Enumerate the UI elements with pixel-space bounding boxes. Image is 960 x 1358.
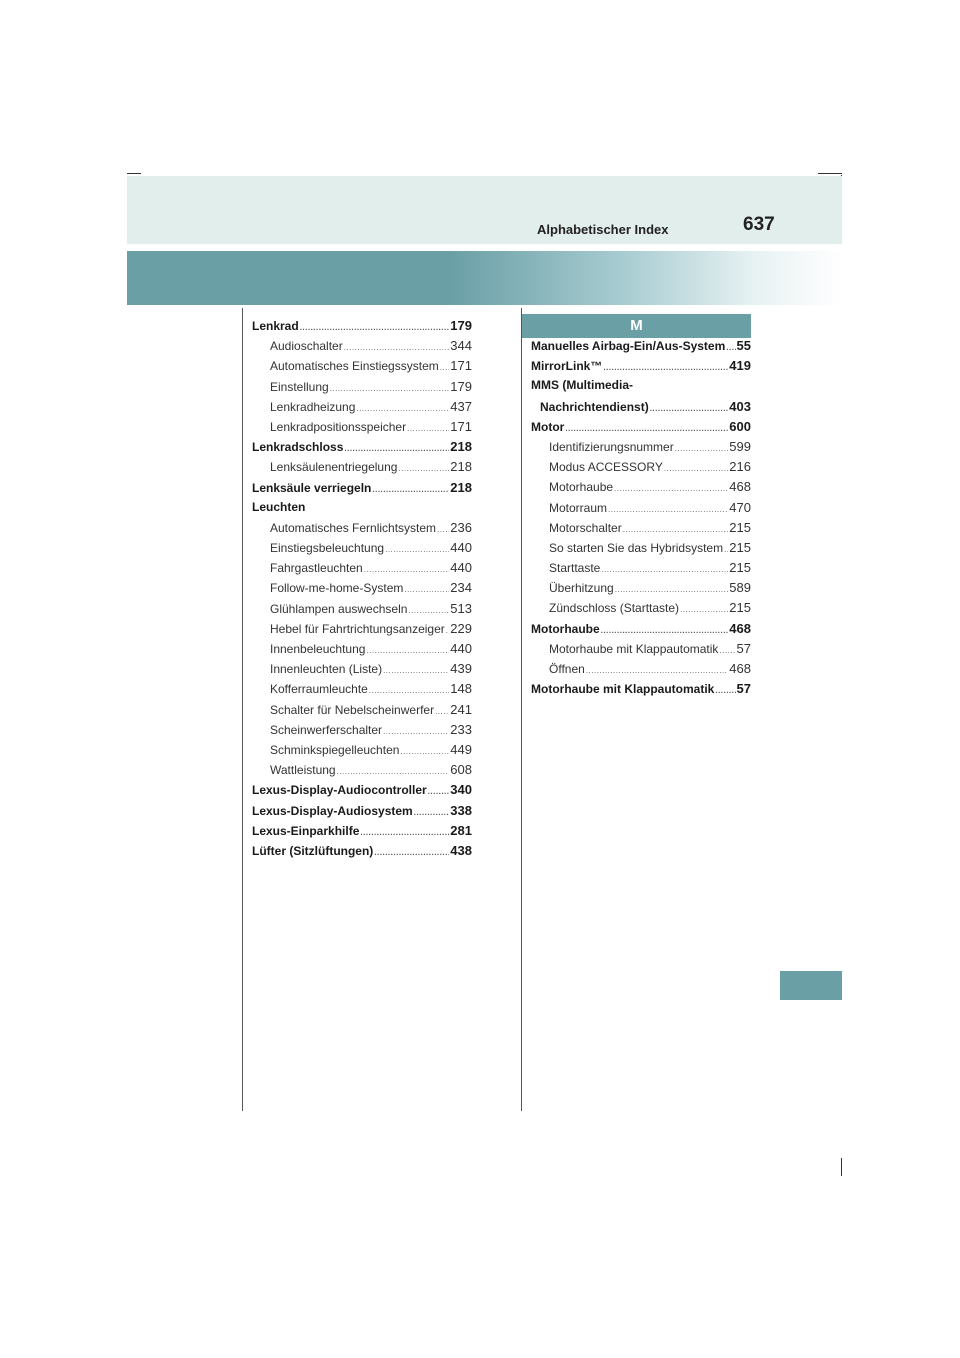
index-entry bbox=[531, 540, 751, 560]
index-entry-page: 281 bbox=[450, 822, 472, 838]
index-entry bbox=[531, 358, 751, 378]
index-entry-page: 179 bbox=[450, 318, 472, 333]
index-entry-text: Lexus-Display-Audiosystem bbox=[252, 803, 413, 818]
column-rule-middle bbox=[521, 308, 522, 1111]
index-entry bbox=[252, 540, 472, 560]
index-column-right bbox=[531, 338, 751, 701]
index-entry bbox=[252, 762, 472, 782]
index-entry-page: 437 bbox=[450, 398, 472, 414]
index-entry bbox=[531, 600, 751, 620]
index-entry-page: 218 bbox=[450, 439, 472, 455]
index-entry-text: Motorraum bbox=[549, 500, 608, 515]
dot-leader bbox=[446, 626, 450, 635]
page-title: Alphabetischer Index bbox=[537, 222, 669, 237]
index-entry bbox=[531, 500, 751, 520]
crop-mark-bottom-right-v bbox=[841, 1158, 842, 1176]
dot-leader bbox=[428, 787, 450, 796]
dot-leader bbox=[408, 606, 449, 615]
index-entry bbox=[531, 378, 751, 398]
dot-leader bbox=[372, 485, 449, 494]
dot-leader bbox=[369, 686, 449, 695]
index-entry-text: Lenkradpositionsspeicher bbox=[270, 419, 407, 434]
index-entry bbox=[252, 358, 472, 378]
index-entry bbox=[252, 782, 472, 802]
index-entry-text: Starttaste bbox=[549, 561, 601, 576]
index-entry-text: Lenksäule verriegeln bbox=[252, 480, 372, 495]
index-entry bbox=[252, 480, 472, 500]
index-entry bbox=[252, 661, 472, 681]
index-entry-text: MirrorLink™ bbox=[531, 359, 603, 374]
index-entry bbox=[252, 702, 472, 722]
dot-leader bbox=[726, 343, 735, 352]
index-entry-text: Öffnen bbox=[549, 662, 585, 676]
dot-leader bbox=[360, 828, 449, 837]
dot-leader bbox=[383, 666, 449, 675]
index-entry bbox=[531, 459, 751, 479]
index-entry-page: 216 bbox=[729, 459, 751, 475]
index-entry bbox=[252, 681, 472, 701]
index-entry bbox=[252, 500, 472, 520]
dot-leader bbox=[344, 444, 449, 453]
dot-leader bbox=[586, 666, 728, 675]
index-entry-page: 440 bbox=[450, 641, 472, 656]
column-rule-left bbox=[242, 308, 243, 1111]
index-entry bbox=[531, 338, 751, 358]
index-entry-page: 55 bbox=[736, 338, 751, 353]
index-entry-text: Lenkrad bbox=[252, 319, 299, 333]
header-band bbox=[127, 176, 842, 244]
index-entry-page: 608 bbox=[450, 762, 472, 778]
index-entry-text: Manuelles Airbag-Ein/Aus-System bbox=[531, 339, 726, 353]
index-entry-page: 148 bbox=[450, 681, 472, 697]
dot-leader bbox=[337, 767, 450, 776]
index-entry-page: 403 bbox=[729, 398, 751, 414]
index-entry bbox=[531, 580, 751, 600]
dot-leader bbox=[601, 626, 729, 635]
index-entry-text: Nachrichtendienst) bbox=[540, 399, 649, 414]
index-entry-text: Automatisches Einstiegssystem bbox=[270, 359, 439, 374]
index-entry-page: 338 bbox=[450, 802, 472, 818]
index-entry-text: Lenkradheizung bbox=[270, 399, 356, 414]
dot-leader bbox=[615, 585, 729, 594]
dot-leader bbox=[364, 565, 450, 574]
index-entry-text: Motor bbox=[531, 419, 565, 434]
dot-leader bbox=[300, 323, 450, 332]
index-entry-page: 241 bbox=[450, 701, 472, 717]
index-entry-text: Lexus-Display-Audiocontroller bbox=[252, 783, 427, 798]
index-entry-text: Kofferraumleuchte bbox=[270, 682, 368, 697]
index-entry bbox=[531, 479, 751, 499]
dot-leader bbox=[383, 727, 449, 736]
dot-leader bbox=[385, 545, 449, 554]
index-entry-text: Zündschloss (Starttaste) bbox=[549, 601, 680, 616]
index-entry-page: 229 bbox=[450, 620, 472, 636]
index-entry-page: 171 bbox=[450, 358, 472, 374]
dot-leader bbox=[680, 605, 728, 614]
dot-leader bbox=[344, 343, 450, 352]
crop-mark-top-right-h bbox=[818, 173, 842, 174]
index-entry-text: Lenksäulenentriegelung bbox=[270, 460, 398, 475]
index-entry bbox=[252, 843, 472, 863]
index-entry-page: 57 bbox=[736, 681, 751, 697]
dot-leader bbox=[366, 646, 449, 655]
index-entry-page: 233 bbox=[450, 721, 472, 737]
dot-leader bbox=[398, 464, 449, 473]
chapter-tab bbox=[780, 971, 842, 1000]
index-entry bbox=[531, 641, 751, 661]
dot-leader bbox=[565, 424, 728, 433]
index-entry-page: 215 bbox=[729, 519, 751, 535]
index-entry-text: Motorhaube bbox=[531, 621, 600, 636]
dot-leader bbox=[435, 707, 449, 716]
index-entry bbox=[252, 722, 472, 742]
index-entry bbox=[252, 601, 472, 621]
index-entry bbox=[531, 520, 751, 540]
index-entry-text: Fahrgastleuchten bbox=[270, 561, 363, 576]
index-entry bbox=[252, 338, 472, 358]
index-entry-text: Motorhaube mit Klappautomatik bbox=[549, 641, 719, 656]
dot-leader bbox=[603, 363, 728, 372]
index-entry-page: 468 bbox=[729, 661, 751, 676]
index-column-left bbox=[252, 318, 472, 863]
index-entry-page: 468 bbox=[729, 620, 751, 636]
index-entry bbox=[252, 742, 472, 762]
index-entry bbox=[531, 399, 751, 419]
index-entry-text: Einstellung bbox=[270, 379, 329, 394]
dot-leader bbox=[675, 444, 729, 453]
index-entry-text: Hebel für Fahrtrichtungsanzeiger bbox=[270, 621, 445, 636]
index-entry-page: 218 bbox=[450, 459, 472, 475]
index-entry-text: Lenkradschloss bbox=[252, 440, 344, 455]
dot-leader bbox=[601, 565, 728, 574]
index-entry-page: 599 bbox=[729, 438, 751, 454]
index-entry bbox=[252, 318, 472, 338]
index-entry-page: 344 bbox=[450, 338, 472, 354]
index-entry-text: Follow-me-home-System bbox=[270, 581, 404, 596]
page-number: 637 bbox=[743, 214, 775, 235]
decorative-band bbox=[127, 251, 842, 305]
dot-leader bbox=[404, 585, 449, 594]
index-entry-page: 234 bbox=[450, 580, 472, 596]
index-entry-page: 340 bbox=[450, 782, 472, 798]
dot-leader bbox=[414, 808, 450, 817]
index-entry-page: 600 bbox=[729, 418, 751, 434]
index-entry-text: Modus ACCESSORY bbox=[549, 460, 663, 475]
dot-leader bbox=[664, 464, 728, 473]
index-entry-text: Identifizierungsnummer bbox=[549, 439, 674, 454]
index-entry-text: Motorschalter bbox=[549, 520, 622, 535]
index-entry-text: Schalter für Nebelscheinwerfer bbox=[270, 702, 435, 717]
index-entry-page: 513 bbox=[450, 600, 472, 616]
index-entry-page: 470 bbox=[729, 499, 751, 515]
index-entry-page: 440 bbox=[450, 560, 472, 576]
index-entry-text: Innenbeleuchtung bbox=[270, 642, 366, 656]
index-entry-page: 440 bbox=[450, 540, 472, 556]
dot-leader bbox=[715, 686, 735, 695]
index-entry-text: Lexus-Einparkhilfe bbox=[252, 823, 360, 838]
dot-leader bbox=[356, 404, 449, 413]
index-entry bbox=[531, 681, 751, 701]
index-entry bbox=[252, 560, 472, 580]
index-entry bbox=[252, 803, 472, 823]
dot-leader bbox=[719, 646, 735, 655]
index-entry-page: 179 bbox=[450, 378, 472, 394]
index-entry bbox=[531, 419, 751, 439]
index-entry bbox=[531, 661, 751, 681]
index-entry bbox=[252, 621, 472, 641]
index-entry-page: 57 bbox=[736, 640, 751, 656]
index-entry bbox=[252, 419, 472, 439]
dot-leader bbox=[623, 525, 729, 534]
index-entry-page: 218 bbox=[450, 479, 472, 495]
index-entry-page: 438 bbox=[450, 842, 472, 858]
section-letter: M bbox=[522, 314, 751, 338]
index-entry-page: 236 bbox=[450, 519, 472, 535]
index-entry-text: Glühlampen auswechseln bbox=[270, 601, 408, 616]
index-entry-text: Wattleistung bbox=[270, 763, 336, 778]
index-entry bbox=[531, 621, 751, 641]
dot-leader bbox=[437, 525, 449, 534]
index-entry-text: So starten Sie das Hybridsystem bbox=[549, 540, 724, 555]
dot-leader bbox=[400, 747, 449, 756]
index-entry-text: Motorhaube bbox=[549, 480, 614, 495]
index-entry-page: 468 bbox=[729, 479, 751, 495]
index-entry-page: 171 bbox=[450, 418, 472, 434]
index-entry-page: 439 bbox=[450, 661, 472, 677]
index-entry-text: Motorhaube mit Klappautomatik bbox=[531, 682, 715, 697]
index-entry bbox=[252, 520, 472, 540]
index-entry bbox=[531, 560, 751, 580]
index-entry bbox=[252, 379, 472, 399]
index-entry-text: Einstiegsbeleuchtung bbox=[270, 541, 385, 556]
index-entry-page: 215 bbox=[729, 560, 751, 576]
index-entry-page: 449 bbox=[450, 741, 472, 757]
crop-mark-top-left-h bbox=[127, 173, 141, 174]
index-entry bbox=[252, 580, 472, 600]
index-entry-page: 589 bbox=[729, 580, 751, 596]
dot-leader bbox=[440, 363, 450, 372]
index-entry-text: Überhitzung bbox=[549, 581, 614, 596]
index-entry bbox=[252, 439, 472, 459]
index-entry-page: 215 bbox=[729, 600, 751, 616]
index-entry-page: 419 bbox=[729, 358, 751, 374]
index-entry-text: Innenleuchten (Liste) bbox=[270, 662, 383, 677]
dot-leader bbox=[650, 404, 729, 413]
dot-leader bbox=[374, 848, 449, 857]
index-entry-text: MMS (Multimedia- bbox=[531, 378, 633, 393]
dot-leader bbox=[614, 484, 728, 493]
index-entry-text: Lüfter (Sitzlüftungen) bbox=[252, 843, 374, 858]
index-entry-text: Schminkspiegelleuchten bbox=[270, 742, 400, 757]
dot-leader bbox=[724, 545, 728, 554]
index-entry-text: Scheinwerferschalter bbox=[270, 722, 383, 737]
index-entry bbox=[531, 439, 751, 459]
dot-leader bbox=[407, 424, 449, 433]
index-entry-page: 215 bbox=[729, 539, 751, 555]
index-entry bbox=[252, 641, 472, 661]
index-entry bbox=[252, 459, 472, 479]
index-entry bbox=[252, 823, 472, 843]
index-entry bbox=[252, 399, 472, 419]
index-entry-text: Automatisches Fernlichtsystem bbox=[270, 520, 437, 535]
dot-leader bbox=[330, 384, 450, 393]
index-entry-text: Audioschalter bbox=[270, 339, 343, 354]
index-entry-text: Leuchten bbox=[252, 499, 306, 514]
dot-leader bbox=[608, 505, 728, 514]
